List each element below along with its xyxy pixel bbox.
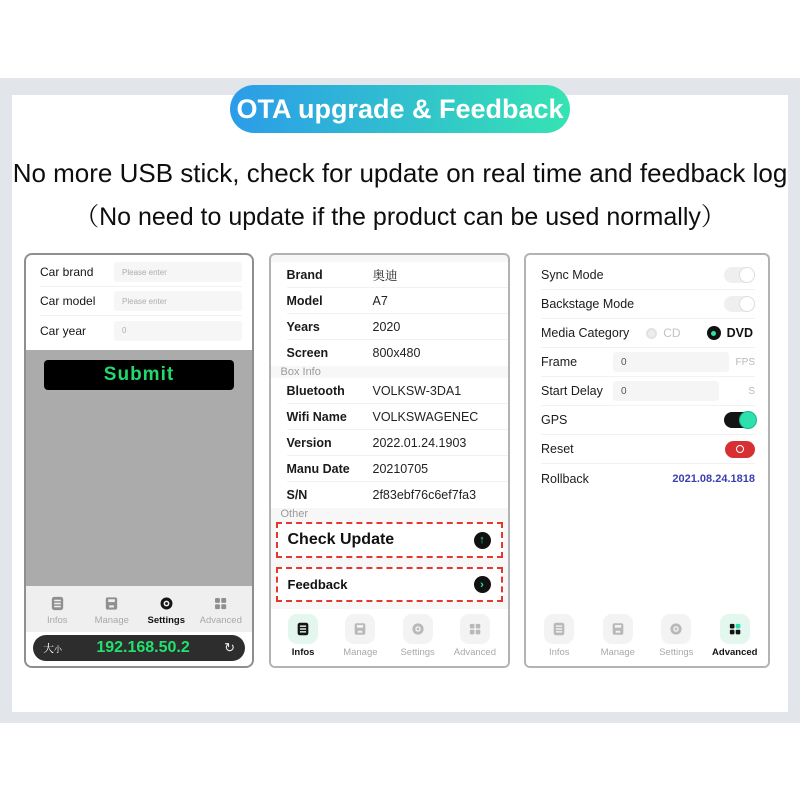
settings-bottom-nav	[526, 609, 768, 666]
form-body	[26, 350, 252, 586]
refresh-icon[interactable]: ↻	[224, 640, 235, 655]
settings-icon	[158, 595, 175, 612]
check-update-label: Check Update	[287, 531, 395, 548]
tab-label: Settings	[147, 614, 185, 626]
url-text[interactable]: 192.168.50.2	[96, 639, 190, 656]
row-value: 2020	[372, 319, 401, 334]
tab-label: Manage	[343, 647, 378, 658]
info-row-brand	[287, 262, 508, 288]
text-size-icon[interactable]: 大小	[43, 643, 62, 655]
infos-icon	[544, 614, 574, 644]
tab-label: Advanced	[453, 647, 496, 658]
row-label: Bluetooth	[286, 383, 345, 398]
tab-settings[interactable]	[389, 614, 446, 658]
tab-infos[interactable]	[530, 614, 589, 658]
tab-manage[interactable]	[332, 614, 389, 658]
radio-off-icon	[646, 328, 657, 339]
row-label: Screen	[286, 346, 329, 360]
other-section-title: Other	[280, 508, 309, 520]
media-category-label: Media Category	[541, 326, 630, 340]
infos-icon	[288, 614, 318, 644]
tab-advanced[interactable]	[194, 588, 249, 632]
car-year-label: Car year	[40, 323, 87, 338]
headline-line2: （No need to update if the product can be used normally）	[74, 203, 726, 231]
advanced-icon	[460, 614, 490, 644]
title-badge-label: OTA upgrade & Feedback	[236, 93, 564, 124]
infos-icon	[49, 595, 66, 612]
info-row-serial	[287, 482, 508, 508]
tab-advanced[interactable]	[706, 614, 765, 658]
info-row-screen	[287, 340, 508, 366]
media-category-options	[646, 326, 755, 340]
tab-infos[interactable]	[275, 614, 332, 658]
feedback-button[interactable]	[276, 567, 503, 602]
row-label: S/N	[286, 488, 308, 502]
info-row-years	[287, 314, 508, 340]
row-value: A7	[372, 293, 388, 308]
rollback-label: Rollback	[541, 471, 589, 486]
frame-input[interactable]: 0	[613, 352, 729, 372]
tab-label: Settings	[659, 647, 694, 658]
address-bar[interactable]	[33, 635, 245, 661]
rollback-row	[541, 464, 755, 493]
tab-infos[interactable]	[30, 588, 85, 632]
row-value: 2022.01.24.1903	[372, 435, 467, 450]
info-row-model	[287, 288, 508, 314]
info-row-wifi	[287, 404, 508, 430]
box-info-list	[271, 378, 508, 508]
gps-row	[541, 406, 755, 435]
row-value: VOLKSWAGENEC	[372, 409, 479, 424]
info-row-manu-date	[287, 456, 508, 482]
row-label: Model	[286, 293, 323, 308]
infos-bottom-nav	[271, 609, 508, 666]
tab-label: Manage	[94, 614, 129, 626]
settings-list	[526, 255, 768, 493]
backstage-mode-label: Backstage Mode	[541, 297, 635, 311]
frame-row	[541, 348, 755, 377]
car-model-label: Car model	[40, 294, 96, 308]
tab-label: Infos	[291, 647, 315, 658]
row-label: Manu Date	[286, 461, 350, 476]
car-year-row	[40, 316, 242, 345]
title-badge	[230, 85, 570, 133]
tab-manage[interactable]	[85, 588, 140, 632]
start-delay-row	[541, 377, 755, 406]
panel-infos	[269, 253, 510, 668]
row-value: 800x480	[372, 346, 421, 360]
info-row-version	[287, 430, 508, 456]
sync-mode-label: Sync Mode	[541, 268, 604, 282]
headline-line1: No more USB stick, check for update on real time and feedback log	[12, 158, 788, 188]
media-category-row	[541, 319, 755, 348]
info-row-bluetooth	[287, 378, 508, 404]
backstage-mode-row	[541, 290, 755, 319]
start-delay-input[interactable]: 0	[613, 381, 719, 401]
tab-label: Advanced	[199, 614, 242, 626]
toggle-knob	[739, 411, 757, 429]
car-form	[26, 255, 252, 350]
row-value: 2f83ebf76c6ef7fa3	[372, 488, 477, 502]
check-update-button[interactable]	[276, 522, 503, 558]
reset-row	[541, 435, 755, 464]
reset-label: Reset	[541, 442, 574, 456]
radio-dvd[interactable]	[707, 326, 753, 340]
radio-on-icon	[707, 326, 721, 340]
panel-car-form	[24, 253, 254, 668]
device-info-list	[271, 262, 508, 366]
tab-label: Infos	[548, 647, 570, 658]
car-brand-label: Car brand	[40, 265, 94, 279]
car-brand-input[interactable]: Please enter	[114, 262, 242, 282]
row-label: Version	[286, 435, 332, 450]
tab-advanced[interactable]	[446, 614, 503, 658]
tab-label: Advanced	[712, 647, 758, 658]
settings-icon	[403, 614, 433, 644]
start-delay-label: Start Delay	[541, 384, 603, 398]
car-model-input[interactable]: Please enter	[114, 291, 242, 311]
tab-label: Manage	[600, 647, 635, 658]
gps-label: GPS	[541, 413, 568, 427]
row-value: VOLKSW-3DA1	[372, 383, 462, 398]
backstage-mode-toggle[interactable]	[724, 296, 755, 312]
power-icon	[736, 445, 744, 453]
row-label: Years	[286, 319, 320, 334]
tab-settings[interactable]	[647, 614, 706, 658]
row-label: Brand	[286, 267, 323, 282]
sync-mode-toggle[interactable]	[724, 267, 755, 283]
manage-icon	[603, 614, 633, 644]
arrow-up-icon: ↑	[474, 532, 491, 549]
tab-manage[interactable]	[589, 614, 648, 658]
car-year-input[interactable]: 0	[114, 321, 242, 341]
box-info-section-title: Box Info	[280, 366, 321, 378]
submit-button[interactable]: Submit	[44, 360, 234, 390]
tab-label: Settings	[400, 647, 435, 658]
manage-icon	[345, 614, 375, 644]
row-label: Wifi Name	[286, 409, 347, 424]
start-delay-unit: S	[748, 385, 755, 397]
feedback-label: Feedback	[287, 577, 348, 592]
car-brand-row	[40, 258, 242, 287]
tab-label: Infos	[46, 614, 68, 626]
settings-empty-space	[526, 493, 768, 609]
toggle-knob	[739, 267, 755, 283]
panel-advanced-settings	[524, 253, 770, 668]
toggle-knob	[739, 296, 755, 312]
browser-bar	[26, 632, 252, 666]
rollback-value[interactable]: 2021.08.24.1818	[672, 472, 755, 485]
tab-settings[interactable]	[139, 588, 194, 632]
advanced-icon	[720, 614, 750, 644]
manage-icon	[103, 595, 120, 612]
form-bottom-nav	[26, 586, 252, 632]
advanced-icon	[212, 595, 229, 612]
gps-toggle[interactable]	[724, 412, 755, 428]
radio-dvd-label: DVD	[726, 326, 753, 340]
radio-cd-label: CD	[663, 326, 681, 340]
row-value: 奥迪	[372, 268, 398, 283]
radio-cd[interactable]	[646, 326, 680, 340]
settings-icon	[661, 614, 691, 644]
sync-mode-row	[541, 261, 755, 290]
frame-unit: FPS	[735, 356, 755, 368]
car-model-row	[40, 287, 242, 316]
chevron-right-icon: ›	[474, 576, 491, 593]
screens-row	[24, 253, 770, 668]
row-value: 20210705	[372, 461, 429, 476]
frame-label: Frame	[541, 355, 578, 369]
reset-button[interactable]	[725, 441, 755, 458]
